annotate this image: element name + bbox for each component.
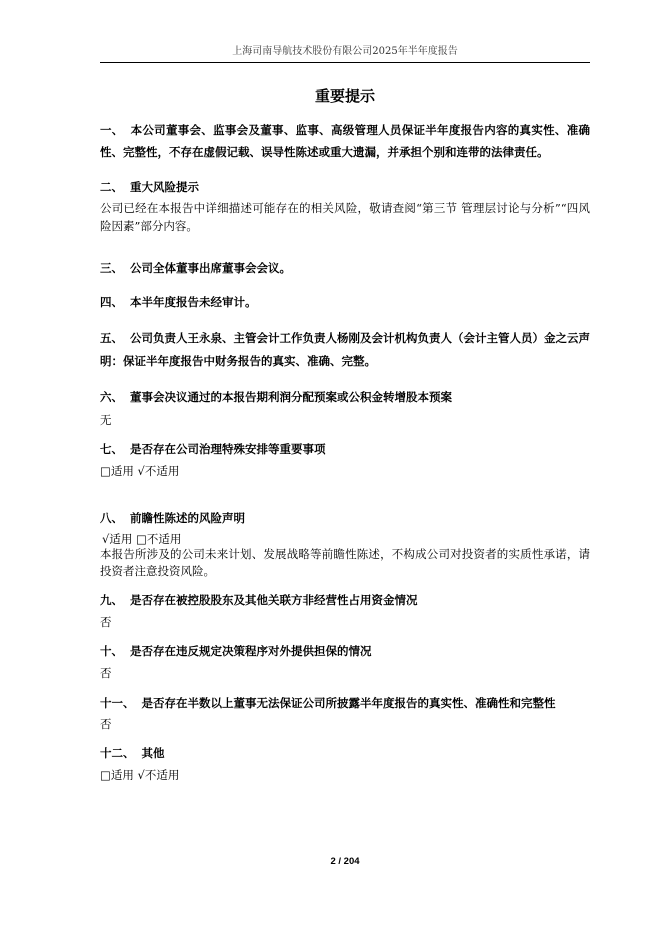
section-7-heading: 是否存在公司治理特殊安排等重要事项: [130, 442, 326, 456]
section-5-number: 五、: [100, 331, 123, 345]
section-2-number: 二、: [100, 180, 123, 194]
section-12-applicability: □适用 √不适用: [100, 768, 180, 782]
section-1-heading: 本公司董事会、监事会及董事、监事、高级管理人员保证半年度报告内容的真实性、准确性、完整性，不存在虚假记载、误导性陈述或重大遗漏，并承担个别和连带的法律责任。: [100, 123, 590, 159]
section-7-number: 七、: [100, 442, 123, 456]
section-10-heading: 是否存在违反规定决策程序对外提供担保的情况: [130, 644, 372, 658]
page-number: 2 / 204: [330, 856, 360, 867]
section-12-number: 十二、: [100, 746, 135, 760]
section-5-heading: 公司负责人王永泉、主管会计工作负责人杨刚及会计机构负责人（会计主管人员）金之云声明：保证半年度报告中财务报告的真实、准确、完整。: [100, 331, 590, 368]
section-1-number: 一、: [100, 123, 124, 137]
section-2-body: 公司已经在本报告中详细描述可能存在的相关风险，敬请查阅“第三节 管理层讨论与分析”“四风险因素”部分内容。: [100, 201, 590, 233]
section-6-heading: 董事会决议通过的本报告期利润分配预案或公积金转增股本预案: [130, 390, 452, 404]
section-5: [100, 327, 590, 373]
section-11-number: 十一、: [100, 696, 135, 710]
section-3-number: 三、: [100, 261, 123, 275]
section-11-body: 否: [100, 717, 112, 731]
section-6-number: 六、: [100, 390, 123, 404]
section-9-heading: 是否存在被控股股东及其他关联方非经营性占用资金情况: [130, 593, 418, 607]
section-8: [100, 510, 590, 526]
section-8-body: 本报告所涉及的公司未来计划、发展战略等前瞻性陈述，不构成公司对投资者的实质性承诺，请投资者注意投资风险。: [100, 547, 590, 578]
section-2: [100, 179, 590, 195]
section-4-number: 四、: [100, 295, 123, 309]
section-11: [100, 695, 590, 711]
section-12: [100, 745, 590, 761]
section-10-number: 十、: [100, 644, 123, 658]
header-divider: [100, 62, 590, 63]
section-7: [100, 441, 590, 457]
section-7-applicability: □适用 √不适用: [100, 464, 180, 478]
section-8-heading: 前瞻性陈述的风险声明: [130, 511, 245, 525]
section-11-heading: 是否存在半数以上董事无法保证公司所披露半年度报告的真实性、准确性和完整性: [141, 696, 556, 710]
section-4-heading: 本半年度报告未经审计。: [130, 295, 257, 309]
section-10: [100, 643, 590, 659]
page-header-title: 上海司南导航技术股份有限公司2025年半年度报告: [232, 46, 458, 57]
section-4: [100, 294, 590, 310]
section-9-body: 否: [100, 615, 112, 629]
page-title: 重要提示: [314, 87, 375, 105]
section-8-number: 八、: [100, 511, 123, 525]
section-12-heading: 其他: [141, 746, 165, 760]
section-9: [100, 592, 590, 608]
section-2-heading: 重大风险提示: [130, 180, 199, 194]
section-6-body: 无: [100, 413, 112, 427]
section-10-body: 否: [100, 666, 112, 680]
section-3-heading: 公司全体董事出席董事会会议。: [130, 261, 291, 275]
section-8-applicability: √适用 □不适用: [102, 532, 182, 546]
section-1: [100, 119, 590, 163]
section-9-number: 九、: [100, 593, 123, 607]
section-6: [100, 389, 590, 405]
section-3: [100, 260, 590, 276]
